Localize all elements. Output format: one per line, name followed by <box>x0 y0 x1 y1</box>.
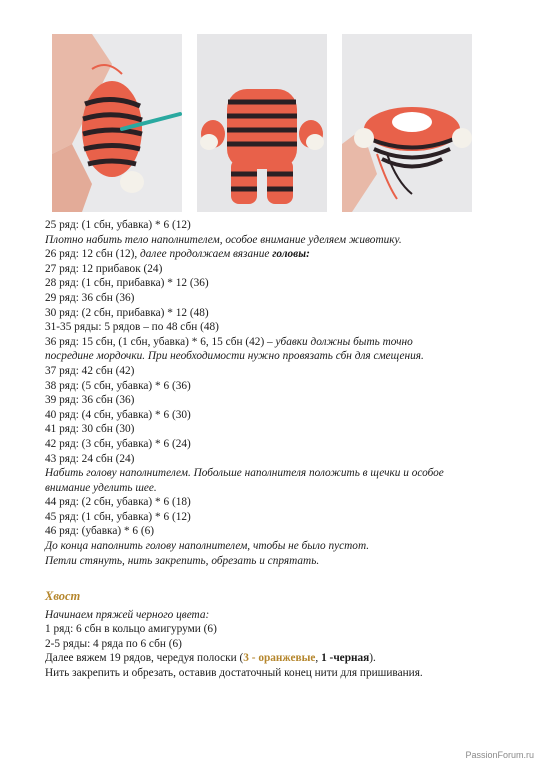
pattern-line-segment: внимание уделить шее. <box>45 481 157 494</box>
tiger-body-finished-photo <box>197 34 327 212</box>
pattern-line-segment: 28 ряд: (1 сбн, прибавка) * 12 (36) <box>45 277 209 290</box>
pattern-line <box>45 495 515 510</box>
pattern-line <box>45 437 515 452</box>
pattern-line <box>45 422 515 437</box>
pattern-line-segment: 37 ряд: 42 сбн (42) <box>45 364 135 377</box>
tail-section <box>45 589 515 681</box>
pattern-line-segment: 26 ряд: 12 сбн (12), <box>45 248 141 261</box>
pattern-line <box>45 364 515 379</box>
pattern-line-segment: 44 ряд: (2 сбн, убавка) * 6 (18) <box>45 496 191 509</box>
pattern-line <box>45 539 515 554</box>
pattern-line-segment: посредине мордочки. При необходимости нужно провязать сбн для смещения. <box>45 350 424 363</box>
pattern-line-segment: 38 ряд: (5 сбн, убавка) * 6 (36) <box>45 379 191 392</box>
pattern-line-segment: 46 ряд: (убавка) * 6 (6) <box>45 525 155 538</box>
pattern-line-segment: 29 ряд: 36 сбн (36) <box>45 291 135 304</box>
pattern-line-segment: 43 ряд: 24 сбн (24) <box>45 452 135 465</box>
stripes-black: 1 -черная <box>321 652 370 665</box>
tail-stripes-line <box>45 651 515 666</box>
tail-intro: Начинаем пряжей черного цвета: <box>45 608 210 621</box>
pattern-line-segment: 40 ряд: (4 сбн, убавка) * 6 (30) <box>45 408 191 421</box>
stripes-suffix: ). <box>369 652 376 665</box>
pattern-line-segment: убавки должны быть точно <box>275 335 413 348</box>
pattern-line-segment: Плотно набить тело наполнителем, особое внимание уделяем животику. <box>45 233 402 246</box>
pattern-line-segment: 42 ряд: (3 сбн, убавка) * 6 (24) <box>45 437 191 450</box>
pattern-line <box>45 466 515 481</box>
stripes-separator: , <box>315 652 322 665</box>
pattern-line <box>45 349 515 364</box>
pattern-line <box>45 233 515 248</box>
pattern-line <box>45 408 515 423</box>
pattern-line <box>45 393 515 408</box>
pattern-line-segment: 25 ряд: (1 сбн, убавка) * 6 (12) <box>45 219 191 231</box>
pattern-line-segment: Набить голову наполнителем. Побольше наполнителя положить в щечки и особое <box>45 467 444 480</box>
pattern-line-segment: 45 ряд: (1 сбн, убавка) * 6 (12) <box>45 510 191 523</box>
tail-row-1: 1 ряд: 6 сбн в кольцо амигуруми (6) <box>45 623 217 636</box>
pattern-line-segment: До конца наполнить голову наполнителем, чтобы не было пустот. <box>45 540 370 553</box>
tail-finish: Нить закрепить и обрезать, оставив достаточный конец нити для пришивания. <box>45 666 423 679</box>
pattern-line <box>45 452 515 467</box>
pattern-line-segment: головы: <box>272 248 310 261</box>
pattern-line <box>45 247 515 262</box>
pattern-line <box>45 218 515 233</box>
pattern-line-segment: 41 ряд: 30 сбн (30) <box>45 423 135 436</box>
tail-rows-2-5: 2-5 ряды: 4 ряда по 6 сбн (6) <box>45 637 182 650</box>
pattern-line <box>45 306 515 321</box>
pattern-line <box>45 510 515 525</box>
pattern-line <box>45 291 515 306</box>
pattern-line-segment: 27 ряд: 12 прибавок (24) <box>45 262 163 275</box>
pattern-line-segment: 39 ряд: 36 сбн (36) <box>45 394 135 407</box>
pattern-line-segment: 31-35 ряды: 5 рядов – по 48 сбн (48) <box>45 321 219 334</box>
pattern-line-segment: 30 ряд: (2 сбн, прибавка) * 12 (48) <box>45 306 209 319</box>
pattern-line <box>45 481 515 496</box>
tiger-body-stuffing-photo <box>52 34 182 212</box>
stripes-prefix: Далее вяжем 19 рядов, чередуя полоски ( <box>45 652 244 665</box>
pattern-line <box>45 335 515 350</box>
tiger-head-start-photo <box>342 34 472 212</box>
pattern-line <box>45 262 515 277</box>
pattern-line <box>45 554 515 569</box>
pattern-line <box>45 276 515 291</box>
pattern-line-segment: Петли стянуть, нить закрепить, обрезать и спрятать. <box>45 554 320 567</box>
watermark: PassionForum.ru <box>465 750 534 760</box>
pattern-line <box>45 320 515 335</box>
pattern-line <box>45 379 515 394</box>
pattern-line <box>45 524 515 539</box>
pattern-line-segment: далее продолжаем вязание <box>140 248 273 261</box>
section-heading: Хвост <box>45 589 81 603</box>
stripes-orange: 3 - оранжевые <box>243 652 316 665</box>
pattern-rows <box>45 218 515 568</box>
pattern-line-segment: 36 ряд: 15 сбн, (1 сбн, убавка) * 6, 15 сбн (42) – <box>45 335 276 348</box>
